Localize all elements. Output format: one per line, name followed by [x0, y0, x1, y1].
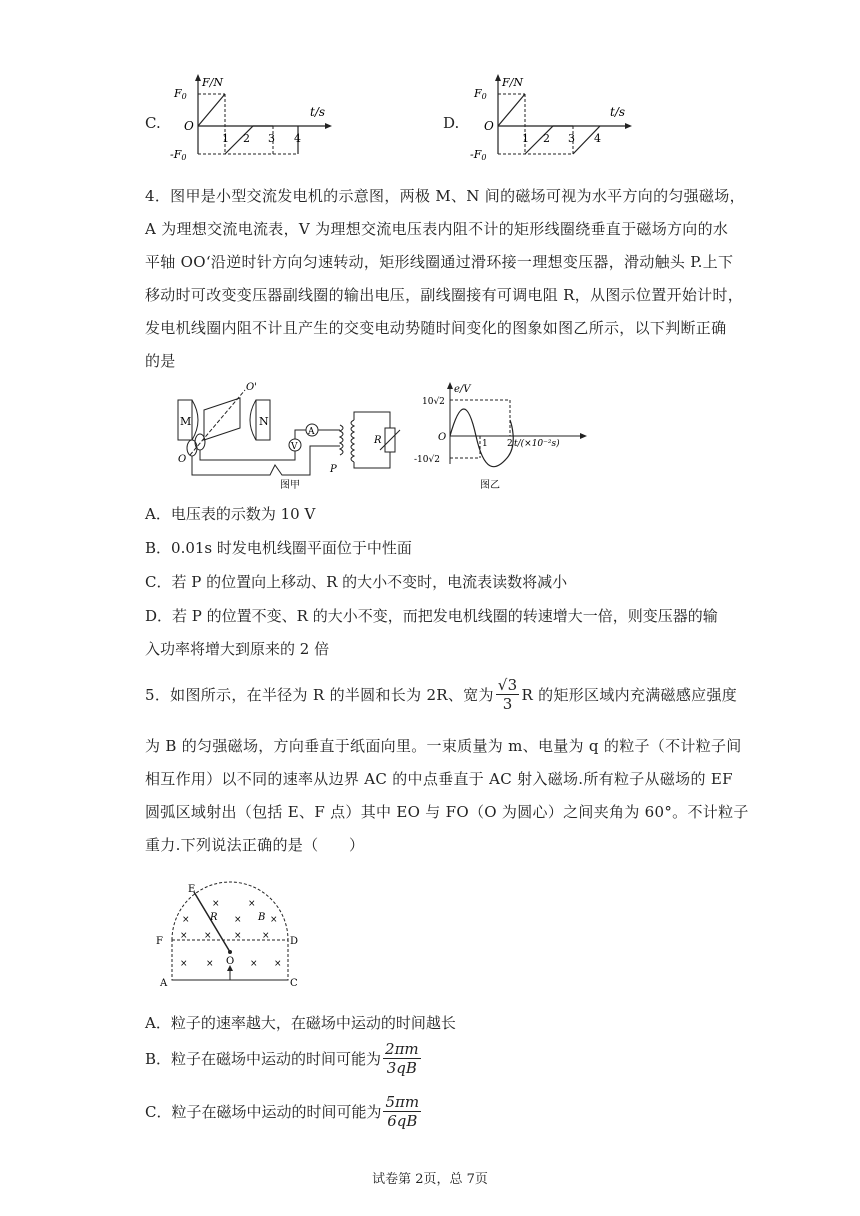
option-c-label: C. [145, 114, 161, 132]
q5-line-1-b: R 的矩形区域内充满磁感应强度 [521, 686, 738, 704]
q4-option-a: A．电压表的示数为 10 V [145, 505, 316, 523]
cross: × [274, 959, 282, 969]
graph-c-tick-4: 4 [294, 132, 301, 145]
cross: × [248, 899, 256, 909]
figure-yi-ylabel: e/V [454, 384, 471, 395]
q5-option-c [145, 1093, 423, 1130]
q5-option-b-fraction [383, 1040, 421, 1077]
q5-label-a: A [160, 978, 168, 989]
q5-option-b [145, 1040, 423, 1077]
graph-c-origin: O [184, 119, 194, 133]
q5-label-d: D [290, 936, 299, 947]
slider-p-label: P [330, 464, 337, 475]
graph-c-f0: F0 [174, 87, 187, 101]
figure-yi [410, 380, 590, 490]
q5-label-f: F [156, 936, 163, 947]
graph-c-tick-1: 1 [222, 132, 229, 145]
q4-line-4: 移动时可改变变压器副线圈的输出电压，副线圈接有可调电阻 R，从图示位置开始计时， [145, 286, 744, 304]
figure-jia-caption: 图甲 [280, 480, 300, 490]
q5-label-o: O [226, 956, 235, 967]
graph-c-ylabel: F/N [202, 76, 223, 89]
graph-d-tick-2: 2 [543, 132, 550, 145]
q5-line-1 [145, 676, 737, 713]
figure-yi-xlabel: t/(×10⁻²s) [514, 439, 560, 449]
cross: × [182, 915, 190, 925]
q4-option-d-line-2: 入功率将增大到原来的 2 倍 [145, 640, 330, 658]
q5-option-c-text: C．粒子在磁场中运动的时间可能为 [145, 1103, 382, 1121]
frac-den: 3 [502, 695, 513, 713]
cross: × [212, 899, 220, 909]
q5-option-a: A．粒子的速率越大，在磁场中运动的时间越长 [145, 1014, 456, 1032]
graph-c-neg-f0: -F0 [170, 148, 187, 162]
graph-d-neg-f0: -F0 [470, 148, 487, 162]
q5-option-b-text: B．粒子在磁场中运动的时间可能为 [145, 1050, 382, 1068]
q5-label-e: E [188, 884, 196, 895]
option-d-label: D. [443, 114, 460, 132]
cross: × [234, 915, 242, 925]
figure-yi-ytop: 10√2 [422, 397, 445, 407]
q4-line-5: 发电机线圈内阻不计且产生的交变电动势随时间变化的图象如图乙所示，以下判断正确 [145, 319, 727, 337]
graph-d-origin: O [484, 119, 494, 133]
q4-line-6: 的是 [145, 352, 176, 370]
graph-d [470, 72, 640, 162]
graph-d-tick-1: 1 [522, 132, 529, 145]
cross: × [262, 931, 270, 941]
cross: × [180, 959, 188, 969]
q4-option-d-line-1: D．若 P 的位置不变、R 的大小不变，而把发电机线圈的转速增大一倍，则变压器的输 [145, 607, 718, 625]
q5-line-4: 圆弧区域射出（包括 E、F 点）其中 EO 与 FO（O 为圆心）之间夹角为 60°。不计粒子 [145, 803, 749, 821]
q4-line-2: A 为理想交流电流表，V 为理想交流电压表内阻不计的矩形线圈绕垂直于磁场方向的水 [145, 220, 729, 238]
resistor-r-label: R [374, 435, 382, 446]
figure-yi-ybottom: -10√2 [414, 455, 440, 465]
magnet-m-label: M [180, 415, 192, 428]
graph-c [170, 72, 340, 162]
graph-d-tick-3: 3 [568, 132, 575, 145]
q5-line-5: 重力.下列说法正确的是（ ） [145, 836, 365, 854]
cross: × [180, 931, 188, 941]
page-footer: 试卷第 2页，总 7页 [372, 1172, 488, 1187]
figure-yi-caption: 图乙 [480, 480, 500, 490]
q5-line-2: 为 B 的匀强磁场，方向垂直于纸面向里。一束质量为 m、电量为 q 的粒子（不计粒子间 [145, 737, 742, 755]
voltmeter-label: V [291, 442, 298, 452]
q4-option-c: C．若 P 的位置向上移动、R 的大小不变时，电流表读数将减小 [145, 573, 568, 591]
graph-d-ylabel: F/N [502, 76, 523, 89]
figure-yi-tick-1: 1 [482, 439, 488, 449]
q5-label-b: B [258, 912, 266, 923]
graph-d-xlabel: t/s [610, 105, 626, 119]
frac-den: 6qB [387, 1112, 418, 1130]
graph-d-tick-4: 4 [594, 132, 601, 145]
graph-c-tick-3: 3 [268, 132, 275, 145]
cross: × [270, 915, 278, 925]
graph-c-xlabel: t/s [310, 105, 326, 119]
magnet-n-label: N [259, 415, 269, 428]
graph-c-tick-2: 2 [243, 132, 250, 145]
q5-line-1-a: 5．如图所示，在半径为 R 的半圆和长为 2R、宽为 [145, 686, 494, 704]
q4-line-3: 平轴 OO‘沿逆时针方向匀速转动，矩形线圈通过滑环接一理想变压器，滑动触头 P.上下 [145, 253, 734, 271]
cross: × [206, 959, 214, 969]
axis-o-label: O [178, 454, 187, 465]
cross: × [250, 959, 258, 969]
figure-yi-tick-2: 2 [507, 439, 513, 449]
q5-option-c-fraction [383, 1093, 421, 1130]
figure-yi-origin: O [438, 432, 447, 443]
q5-label-c: C [290, 978, 298, 989]
q5-figure [150, 880, 310, 990]
frac-num: 5πm [385, 1093, 420, 1111]
axis-o-prime-label: O' [246, 382, 257, 393]
ammeter-label: A [308, 427, 315, 437]
cross: × [234, 931, 242, 941]
q5-label-r: R [210, 912, 218, 923]
graph-d-f0: F0 [474, 87, 487, 101]
q5-line-3: 相互作用）以不同的速率从边界 AC 的中点垂直于 AC 射入磁场.所有粒子从磁场的 EF [145, 770, 733, 788]
figure-jia [170, 380, 410, 490]
frac-den: 3qB [386, 1059, 417, 1077]
q4-line-1: 4．图甲是小型交流发电机的示意图，两极 M、N 间的磁场可视为水平方向的匀强磁场， [145, 187, 745, 205]
cross: × [204, 931, 212, 941]
sine-curve [450, 409, 513, 467]
q5-fraction-sqrt3-over-3 [496, 676, 520, 713]
frac-num: 2πm [385, 1040, 419, 1058]
q4-option-b: B．0.01s 时发电机线圈平面位于中性面 [145, 539, 412, 557]
frac-num: √3 [497, 676, 518, 694]
